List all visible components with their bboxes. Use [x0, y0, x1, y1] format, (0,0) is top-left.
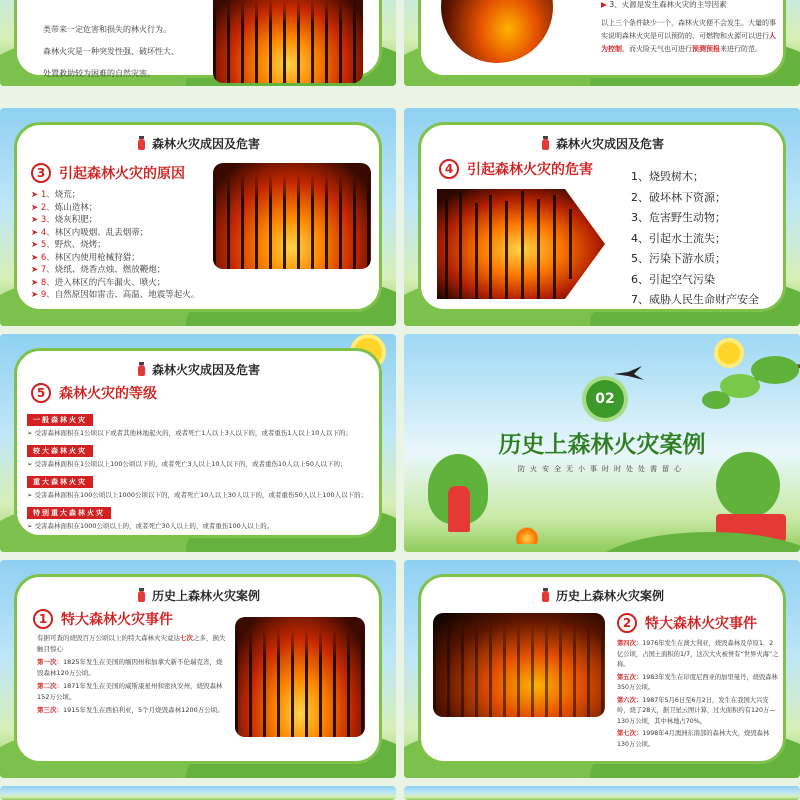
body-text [43, 19, 213, 85]
fire-photo [433, 613, 605, 717]
intro: 有据可查的烧毁百万公顷以上的特大森林火灾竟达七次之多，损失触目惊心 [37, 634, 226, 653]
tree-silhouettes [433, 613, 605, 717]
list-item: ➤ 8、进入林区的汽车漏火、喷火； [31, 277, 166, 288]
fire-extinguisher-icon [540, 588, 550, 602]
list-item: 4、引起水土流失； [631, 231, 726, 245]
flame-decoration [516, 526, 538, 544]
level-item [27, 469, 377, 500]
section-badge: 02 [586, 380, 624, 418]
conclusion-text: 以上三个条件缺少一个，森林火灾便不会发生。大量的事实说明森林火灾是可以预防的，可燃物和火源可以进行人为控制，而火险天气也可进行预测预报来进行防范。 [601, 19, 776, 53]
fire-photo [213, 0, 363, 83]
slide-1[interactable] [0, 0, 396, 86]
section-title [31, 383, 157, 403]
section-header: 历史上森林火灾案例 [17, 587, 379, 604]
list-item: 1、烧毁树木； [631, 170, 704, 183]
level-desc: ➢ 受害森林面积在1公顷以下或者其他林地起火的，或者死亡1人以上3人以下的，或者重伤1人以上10人以下的； [27, 429, 352, 437]
event-item: 第六次：1987年5月6日至6月2日，发生在我国大兴安岭，烧了28天，据卫星云图计算，过火面积约有120万—130万公顷，其中林地占70%。 [617, 696, 776, 725]
level-item [27, 438, 377, 469]
list-item: 3、危害野生动物； [631, 211, 726, 224]
section-number: 3 [31, 163, 51, 183]
section-title [439, 159, 593, 179]
body-line: 类带来一定危害和损失的林火行为。 [43, 25, 171, 34]
section-number: 2 [617, 613, 637, 633]
swallow-icon [612, 364, 646, 384]
section-title-text: 引起森林火灾的危害 [467, 162, 593, 178]
section-header: 历史上森林火灾案例 [421, 587, 783, 604]
list-item: 2、破坏林下资源； [631, 190, 726, 204]
list-item: ➤ 7、烧纸、烧香点烛、燃放鞭炮； [31, 265, 166, 275]
body-line: 森林火灾是一种突发性强、破坏性大、 [43, 47, 179, 56]
content-panel [14, 348, 382, 538]
event-item: 第三次：1915年发生在西伯利亚，5个月烧毁森林1200万公顷。 [37, 706, 224, 714]
section-title-text: 特大森林火灾事件 [61, 612, 173, 628]
fire-extinguisher-icon [136, 362, 146, 376]
level-item [27, 500, 377, 531]
fire-extinguisher-icon [136, 588, 146, 602]
event-item: 第四次：1976年发生在澳大利亚，烧毁森林及草原1．2亿公顷，占国土面积的1/7，这次大火被誉有“世界火海”之称。 [617, 640, 779, 668]
point-3: ▶ 3、火源是发生森林火灾的主导因素 [601, 0, 727, 9]
section-title-text: 森林火灾的等级 [59, 386, 157, 402]
level-desc: ➢ 受害森林面积在100公顷以上1000公顷以下的，或者死亡10人以上30人以下的，或者重伤50人以上100人以下的； [27, 491, 368, 499]
body-line: 处置救助较为困难的自然灾害。 [43, 69, 155, 78]
tree-silhouettes [213, 0, 363, 83]
section-title [33, 609, 173, 629]
level-desc: ➢ 受害森林面积在1000公顷以上的，或者死亡30人以上的，或者重伤100人以上的。 [27, 522, 274, 530]
slide-4[interactable] [404, 108, 800, 326]
fire-photo [213, 163, 371, 269]
fire-arrow-graphic [437, 189, 607, 299]
content-panel [418, 574, 786, 764]
list-item: ➤ 9、自然原因如雷击、高温、地震等起火。 [31, 290, 200, 300]
list-item: 5、污染下游水质； [631, 252, 726, 265]
slide-3[interactable] [0, 108, 396, 326]
event-item: 第一次：1825年发生在美国的缅因州和加拿大新不伦瑞克省，烧毁森林120万公顷。 [37, 658, 223, 677]
list-item: ➤ 6、林区内使用枪械狩猎； [31, 252, 140, 263]
list-item: 7、威胁人民生命财产安全 [631, 293, 759, 306]
tree-right [716, 452, 780, 518]
section-title-text: 引起森林火灾的原因 [59, 166, 185, 182]
content-panel [14, 0, 382, 78]
section-title [31, 163, 185, 183]
content-panel [14, 122, 382, 312]
level-item [27, 407, 377, 438]
slide-6-section-cover[interactable] [404, 334, 800, 552]
slide-8[interactable] [404, 560, 800, 778]
level-tag: 较大森林火灾 [27, 445, 93, 457]
list-item: ➤ 3、烧灰积肥； [31, 215, 98, 225]
event-text [617, 639, 779, 750]
section-number: 4 [439, 159, 459, 179]
event-item: 第五次：1983年发生在印度尼西亚的加里曼丹，烧毁森林350万公顷。 [617, 673, 778, 691]
list-item: ➤ 4、林区内吸烟、乱丢烟蒂； [31, 227, 149, 238]
level-tag: 特别重大森林火灾 [27, 507, 111, 519]
cause-list [31, 189, 221, 302]
level-list [27, 407, 377, 531]
tree-silhouettes [213, 163, 371, 269]
fire-extinguisher-icon [136, 136, 146, 150]
firefighter-figure [448, 486, 470, 532]
level-tag: 重大森林火灾 [27, 476, 93, 488]
list-item: 6、引起空气污染 [631, 272, 715, 286]
hazard-list [631, 167, 759, 311]
list-item: ➤ 5、野炊、烧烤； [31, 240, 106, 250]
section-header: 森林火灾成因及危害 [17, 135, 379, 152]
section-title [617, 613, 757, 633]
section-header: 森林火灾成因及危害 [421, 135, 783, 152]
list-item: ➤ 1、烧荒； [31, 190, 81, 200]
slide-7[interactable] [0, 560, 396, 778]
event-item: 第二次：1871年发生在美国的威斯康星州和密执安州，烧毁森林152万公顷。 [37, 682, 223, 701]
fire-photo [235, 617, 365, 737]
section-title-text: 特大森林火灾事件 [645, 616, 757, 632]
slide-9-partial[interactable] [0, 786, 396, 800]
branch-decoration [680, 356, 800, 426]
section-header: 森林火灾成因及危害 [17, 361, 379, 378]
slide-10-partial[interactable] [404, 786, 800, 800]
tree-silhouettes [235, 617, 365, 737]
content-panel [14, 574, 382, 764]
section-number: 5 [31, 383, 51, 403]
event-item: 第七次：1998年4月澳洲东南部的森林大火，烧毁森林130万公顷。 [617, 730, 770, 748]
slide-2[interactable] [404, 0, 800, 86]
fire-extinguisher-icon [540, 136, 550, 150]
content-panel [418, 0, 786, 78]
content-panel [418, 122, 786, 312]
list-item: ➤ 2、炼山造林； [31, 202, 98, 213]
slide-5[interactable] [0, 334, 396, 552]
level-tag: 一般森林火灾 [27, 414, 93, 426]
level-desc: ➢ 受害森林面积在1公顷以上100公顷以下的，或者死亡3人以上10人以下的，或者重伤10人以上50人以下的； [27, 460, 347, 468]
cover-title: 历史上森林火灾案例 [498, 432, 706, 458]
fire-photo-round [441, 0, 553, 63]
section-number: 1 [33, 609, 53, 629]
cover-subtitle: 防火安全无小事时时处处需留心 [518, 465, 686, 473]
event-text [37, 633, 227, 716]
